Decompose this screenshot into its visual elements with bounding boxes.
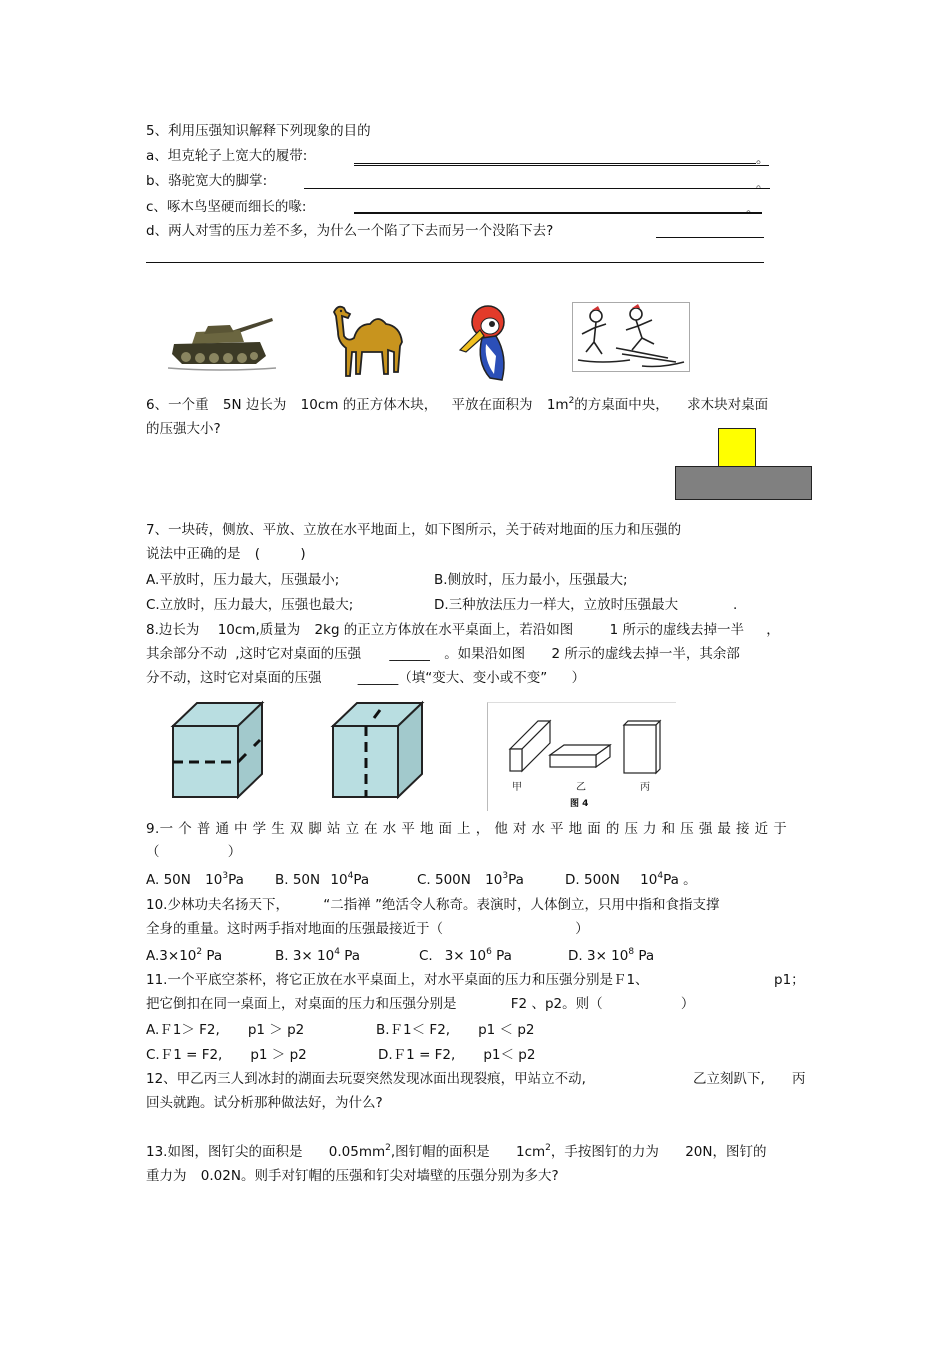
q13-l1-c: ,图钉帽的面积是: [390, 1144, 490, 1160]
q10-line2: [146, 920, 589, 938]
q6-text-f: 的方桌面中央，: [574, 397, 669, 413]
q11-option-c-pressure: p1 ＞ p2: [250, 1047, 307, 1063]
snow-people-image: [572, 302, 690, 372]
q5-a-answer-line: [354, 163, 756, 164]
q10-option-d-base: D. 3× 10: [568, 948, 629, 964]
q9-option-d-unit: Pa 。: [663, 872, 697, 888]
q8-l2-e: 2 所示的虚线去掉一半，其余部: [551, 646, 740, 662]
q13-tip-area: [329, 1144, 391, 1160]
q5-d-answer-line-1: [656, 237, 764, 238]
q9-option-c-force: C. 500N: [417, 872, 471, 888]
q7-line1: 7、一块砖，侧放、平放、立放在水平地面上，如下图所示，关于砖对地面的压力和压强的: [146, 522, 682, 538]
q10-bracket-close: ）: [575, 921, 589, 937]
q6-area-exponent: 2: [568, 396, 575, 406]
q8-l2-a: 其余部分不动: [146, 646, 227, 662]
q12-line2: 回头就跑。试分析那种做法好，为什么?: [146, 1095, 383, 1111]
tank-image: [168, 312, 278, 374]
q11-option-d-force: D.Ｆ1 = F2,: [378, 1047, 456, 1063]
cube-figure-1: [170, 700, 266, 800]
q9-option-a-unit: Pa: [228, 872, 244, 888]
figure-4-label-jia: 甲: [512, 782, 522, 793]
q13-l1-e: ，手按图钉的力为: [550, 1144, 659, 1160]
q13-cap-area: [516, 1144, 551, 1160]
q6-area-value: [547, 396, 574, 414]
figure-4-caption: 图 4: [570, 799, 589, 809]
q5-a-text: a、坦克轮子上宽大的履带:: [146, 148, 308, 164]
q9-option-d-exp: 4: [657, 871, 664, 881]
q10-l1-a: 10.少林功夫名扬天下，: [146, 897, 289, 913]
q10-stem: 全身的重量。这时两手指对地面的压强最接近于（: [146, 921, 443, 937]
q8-l1-e: ，: [766, 622, 780, 638]
q9-option-b-base: 10: [330, 872, 348, 888]
q11-line1-a: 11.一个平底空茶杯，将它正放在水平桌面上，对水平桌面的压力和压强分别是Ｆ1、: [146, 972, 649, 988]
q11-l2-a: 把它倒扣在同一桌面上，对桌面的压力和压强分别是: [146, 996, 457, 1012]
q7-bracket-open: (: [254, 546, 261, 562]
q6-line1: [146, 396, 768, 414]
q5-d-answer-line-2: [146, 262, 764, 263]
q9-option-a-exp: 3: [222, 871, 229, 881]
q10-option-b-exp: 4: [334, 947, 340, 957]
q5-c-answer-line: [354, 212, 762, 214]
q8-l1-a: 8.边长为: [146, 622, 200, 638]
q10-line1: [146, 896, 720, 914]
q8-line3: [146, 669, 585, 687]
q5-c-end: 。: [746, 201, 760, 217]
q13-cap-area-exp: 2: [545, 1143, 551, 1153]
q13-l2-b: 0.02N。则手对钉帽的压强和钉尖对墙壁的压强分别为多大?: [200, 1168, 559, 1184]
q11-option-d-pressure: p1＜ p2: [483, 1047, 536, 1063]
q9-option-b-unit: Pa: [353, 872, 370, 888]
q9-option-d-force: D. 500N: [565, 872, 620, 888]
q9-option-c-base: 10: [485, 872, 503, 888]
figure-4-label-yi: 乙: [576, 782, 586, 793]
q8-blank-1: ______: [389, 646, 430, 662]
q7-option-d-end: .: [733, 597, 738, 613]
q7-option-c: C.立放时，压力最大，压强也最大;: [146, 597, 354, 613]
q8-line1: [146, 621, 780, 639]
q6-text-g: 求木块对桌面: [687, 397, 769, 413]
q11-line2: [146, 995, 694, 1013]
q10-option-c: [419, 947, 512, 965]
q7-option-a: A.平放时，压力最大，压强最小;: [146, 572, 340, 588]
q13-l1-a: 13.如图，图钉尖的面积是: [146, 1144, 303, 1160]
q13-cap-area-value: 1cm: [515, 1144, 546, 1160]
q8-blank-2: ______（填“变大、变小或不变”: [357, 670, 548, 686]
q9-option-a: [146, 871, 244, 889]
q5-d-text: d、两人对雪的压力差不多，为什么一个陷了下去而另一个没陷下去?: [146, 223, 554, 239]
q9-option-b-force: B. 50N: [275, 872, 321, 888]
q10-option-a-base: A.3×10: [146, 948, 197, 964]
q8-l2-d: 。如果沿如图: [444, 646, 526, 662]
q9-option-c: [417, 871, 524, 889]
q9-option-c-exp: 3: [502, 871, 509, 881]
q8-l2-b: ,这时它对桌面的压强: [235, 646, 362, 662]
q6-text-d: 平放在面积为: [451, 397, 533, 413]
q10-option-a-unit: Pa: [202, 948, 223, 964]
q5-b-end: 。: [756, 176, 770, 192]
q7-option-d: D.三种放法压力一样大，立放时压强最大: [434, 597, 679, 613]
figure-4-label-bing: 丙: [640, 782, 650, 793]
q11-option-a-pressure: p1 ＞ p2: [247, 1022, 305, 1038]
q13-l1-f: 20N，图钉的: [685, 1144, 767, 1160]
q9-option-b: [275, 871, 369, 889]
q5-a-end: 。: [756, 151, 770, 167]
q9-option-d-pressure: [640, 872, 697, 888]
q5-a-answer-underline: [354, 165, 769, 166]
q11-option-c-force: C.Ｆ1 = F2,: [146, 1047, 223, 1063]
q11-option-b: [376, 1021, 535, 1039]
q9-option-c-pressure: [485, 872, 524, 888]
q6-text-b: 5N 边长为: [222, 397, 287, 413]
q6-text-a: 6、一个重: [146, 397, 209, 413]
q10-option-a: [146, 947, 222, 965]
q9-option-d: [565, 871, 697, 889]
q11-option-b-pressure: p1 ＜ p2: [478, 1022, 535, 1038]
q12-line1-b: 乙立刻趴下,: [693, 1071, 765, 1087]
q6-text-c: 10cm 的正方体木块，: [300, 397, 438, 413]
q8-l3-a: 分不动，这时它对桌面的压强: [146, 670, 322, 686]
q11-bracket-close: ）: [680, 996, 695, 1012]
q8-l1-d: 1 所示的虚线去掉一半: [609, 622, 744, 638]
q10-option-d-unit: Pa: [634, 948, 655, 964]
q6-line2: 的压强大小?: [146, 421, 221, 437]
wooden-block: [718, 428, 756, 467]
q10-option-c-label: C.: [419, 948, 433, 964]
q11-option-a-force: A.Ｆ1＞ F2,: [146, 1022, 220, 1038]
q10-option-b-unit: Pa: [339, 948, 361, 964]
q5-title: 5、利用压强知识解释下列现象的目的: [146, 123, 371, 139]
q13-tip-area-exp: 2: [385, 1143, 391, 1153]
q13-l2-a: 重力为: [146, 1168, 187, 1184]
q6-area-number: 1m: [546, 397, 569, 413]
q10-l1-b: “二指禅 ”绝活令人称奇。表演时，人体倒立，只用中指和食指支撑: [323, 897, 720, 913]
q11-l2-b: F2 、p2。则（: [510, 996, 603, 1012]
q10-option-b: [275, 947, 360, 965]
q11-option-a: [146, 1021, 304, 1039]
q13-line2: [146, 1167, 559, 1185]
q12-line1-a: 12、甲乙丙三人到冰封的湖面去玩耍突然发现冰面出现裂痕，甲站立不动,: [146, 1071, 586, 1087]
q12-line1-c: 丙: [792, 1071, 806, 1087]
q13-tip-area-value: 0.05mm: [328, 1144, 386, 1160]
q5-b-answer-line: [304, 188, 770, 189]
q10-option-b-base: B. 3× 10: [275, 948, 335, 964]
q7-bracket-close: ): [300, 546, 306, 562]
q9-option-b-pressure: [330, 872, 369, 888]
q7-stem: 说法中正确的是: [146, 546, 241, 562]
camel-image: [328, 302, 408, 380]
woodpecker-image: [456, 300, 512, 382]
q9-line2: [146, 843, 241, 861]
cube-figure-2: [330, 700, 426, 800]
q8-l1-b: 10cm,质量为: [217, 622, 301, 638]
q9-bracket-close: ）: [227, 844, 242, 860]
figure-4: [487, 702, 676, 811]
q10-option-d-exp: 8: [628, 947, 635, 957]
q10-option-c-unit: Pa: [491, 948, 512, 964]
table-top: [675, 466, 812, 500]
q11-option-c: [146, 1046, 307, 1064]
q9-option-a-force: A. 50N: [146, 872, 191, 888]
q9-option-c-unit: Pa: [508, 872, 524, 888]
q11-line1-b: p1；: [774, 972, 805, 988]
q9-line1: 9.一 个 普 通 中 学 生 双 脚 站 立 在 水 平 地 面 上 ， 他 对 水 平 地 面 的 压 力 和 压 强 最 接 近 于: [146, 821, 788, 837]
q8-l1-c: 2kg 的正立方体放在水平桌面上，若沿如图: [314, 622, 574, 638]
q10-option-c-base: 3× 10: [444, 948, 487, 964]
q9-bracket-open: （: [146, 844, 160, 860]
q9-option-b-exp: 4: [347, 871, 354, 881]
q9-option-a-pressure: [205, 872, 244, 888]
q13-line1: [146, 1143, 766, 1161]
q5-b-text: b、骆驼宽大的脚掌:: [146, 173, 268, 189]
q8-line2: [146, 645, 740, 663]
q8-l3-c: ）: [571, 670, 586, 686]
q5-c-text: c、啄木鸟坚硬而细长的喙:: [146, 199, 307, 215]
q7-line2: [146, 545, 306, 563]
q11-option-b-force: B.Ｆ1＜ F2,: [376, 1022, 451, 1038]
q10-option-a-exp: 2: [196, 947, 203, 957]
q11-option-d: [378, 1046, 535, 1064]
q7-option-b: B.侧放时，压力最小，压强最大;: [434, 572, 628, 588]
q9-option-a-base: 10: [205, 872, 223, 888]
q9-option-d-base: 10: [640, 872, 658, 888]
q10-option-d: [568, 947, 654, 965]
q10-option-c-exp: 6: [486, 947, 492, 957]
